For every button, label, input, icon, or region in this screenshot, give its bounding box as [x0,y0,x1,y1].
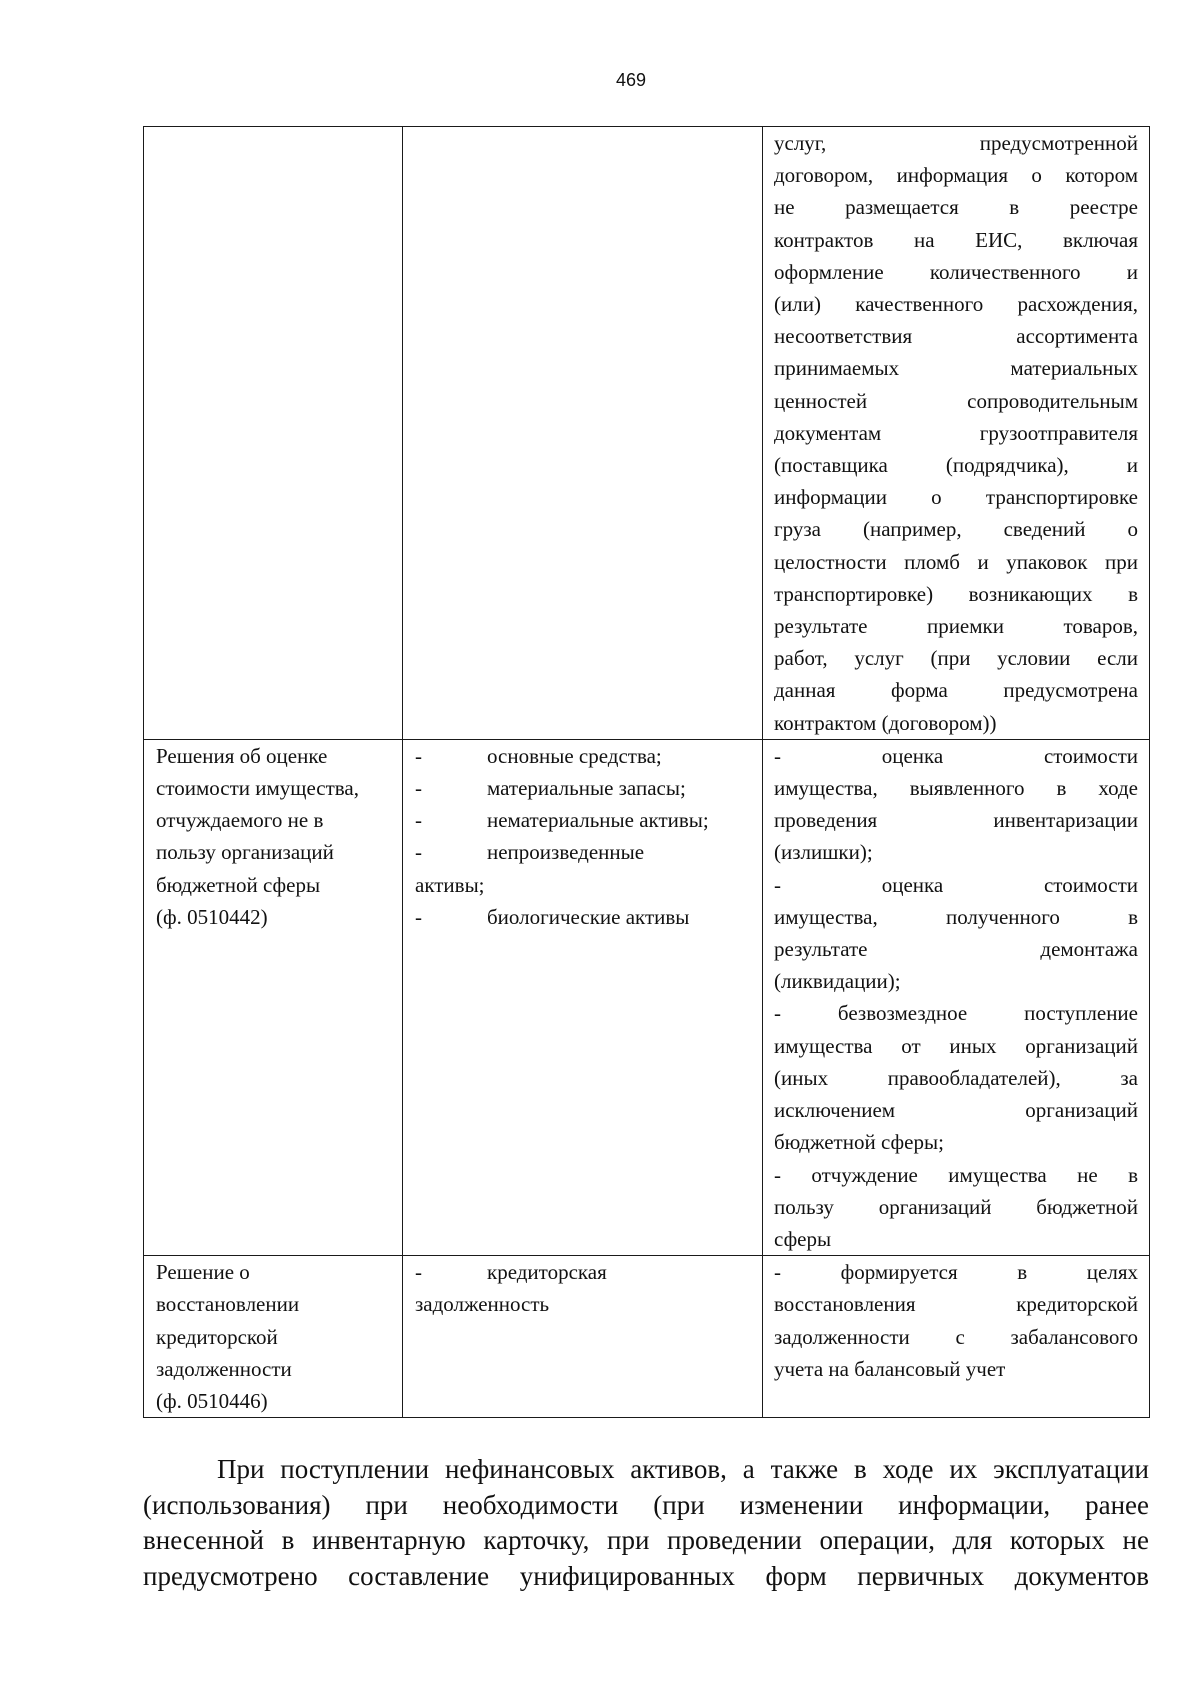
cell-line: имущества, выявленного в ходе [774,776,1138,801]
cell-line: договором, информация о котором [774,163,1138,188]
cell-line: принимаемых материальных [774,356,1138,381]
dash-marker: - [415,904,422,929]
cell-line: (ф. 0510446) [156,1388,268,1413]
cell-line: груза (например, сведений о [774,517,1138,542]
list-item-text: биологические активы [487,904,690,929]
cell-line: результате демонтажа [774,937,1138,962]
cell-line: документам грузоотправителя [774,420,1138,445]
cell-line: транспортировке) возникающих в [774,581,1138,606]
cell-line: (ликвидации); [774,969,901,994]
cell-line: задолженности [156,1356,292,1381]
cell-line: данная форма предусмотрена [774,678,1138,703]
list-item [415,901,752,933]
list-item [415,804,752,836]
cell-line: Решение о [156,1260,250,1285]
list-item [415,772,752,804]
cell-line: кредиторской [156,1324,278,1349]
table-cell-document-name [144,739,403,1255]
list-item-continuation: задолженность [415,1292,550,1317]
cell-line: имущества, полученного в [774,904,1138,929]
cell-line: учета на балансовый учет [774,1356,1006,1381]
cell-line: имущества от иных организаций [774,1033,1138,1058]
table-cell-empty [144,127,403,740]
cell-line: - оценка стоимости [774,872,1138,897]
list-item [415,740,752,772]
cell-line: - безвозмездное поступление [774,1001,1138,1026]
cell-line: (поставщика (подрядчика), и [774,453,1138,478]
cell-line: (излишки); [774,840,873,865]
cell-line: информации о транспортировке [774,485,1138,510]
list-item-text: материальные запасы; [487,776,686,801]
cell-line: отчуждаемого не в [156,808,324,833]
cell-line: пользу организаций бюджетной [774,1194,1138,1219]
cell-line: пользу организаций [156,840,334,865]
list-item [415,836,752,868]
cell-line: контрактов на ЕИС, включая [774,227,1138,252]
cell-line: бюджетной сферы [156,872,321,897]
cell-line: - оценка стоимости [774,743,1138,768]
cell-line: (ф. 0510442) [156,904,268,929]
table-cell-description [763,127,1150,740]
list-item-text: нематериальные активы; [487,808,709,833]
cell-line: (иных правообладателей), за [774,1065,1138,1090]
cell-line: целостности пломб и упаковок при [774,549,1138,574]
cell-line: не размещается в реестре [774,195,1138,220]
cell-line: исключением организаций [774,1098,1138,1123]
cell-line: контрактом (договором)) [774,710,997,735]
table-row [144,1256,1150,1418]
cell-line: - формируется в целях [774,1260,1138,1285]
cell-line: восстановлении [156,1292,300,1317]
cell-line: ценностей сопроводительным [774,388,1138,413]
cell-line: (или) качественного расхождения, [774,292,1138,317]
document-table [143,126,1150,1418]
cell-line: услуг, предусмотренной [774,131,1138,155]
table-cell-asset-types [403,1256,763,1418]
cell-line: стоимости имущества, [156,776,360,801]
cell-line: работ, услуг (при условии если [774,646,1138,671]
table-row [144,127,1150,740]
paragraph-line: (использования) при необходимости (при изменении информации, ранее [143,1489,1149,1520]
table-cell-description [763,739,1150,1255]
paragraph-line: внесенной в инвентарную карточку, при проведении операции, для которых не [143,1525,1149,1555]
dash-marker: - [415,743,422,768]
cell-line: Решения об оценке [156,743,328,768]
table-cell-asset-types [403,739,763,1255]
list-item-continuation: активы; [415,872,485,897]
paragraph-line: При поступлении нефинансовых активов, а также в ходе их эксплуатации [217,1454,1149,1484]
table-cell-description [763,1256,1150,1418]
cell-line: результате приемки товаров, [774,614,1138,639]
dash-marker: - [415,840,422,865]
paragraph-line: предусмотрено составление унифицированных форм первичных документов [143,1560,1149,1591]
dash-marker: - [415,808,422,833]
table-cell-empty [403,127,763,740]
cell-line: восстановления кредиторской [774,1292,1138,1317]
list-item-text: основные средства; [487,743,662,768]
body-paragraph [143,1452,1149,1594]
cell-line: задолженности с забалансового [774,1324,1138,1349]
list-item-text: кредиторская [487,1260,607,1285]
list-item-text: непроизведенные [487,840,645,865]
cell-line: оформление количественного и [774,259,1138,284]
cell-line: несоответствия ассортимента [774,324,1138,349]
page-number: 469 [615,70,647,90]
dash-marker: - [415,1260,422,1285]
cell-line: проведения инвентаризации [774,808,1138,833]
cell-line: сферы [774,1226,832,1251]
cell-line: - отчуждение имущества не в [774,1162,1138,1187]
dash-marker: - [415,776,422,801]
table-row [144,739,1150,1255]
table-cell-document-name [144,1256,403,1418]
list-item [415,1256,752,1288]
cell-line: бюджетной сферы; [774,1130,944,1155]
